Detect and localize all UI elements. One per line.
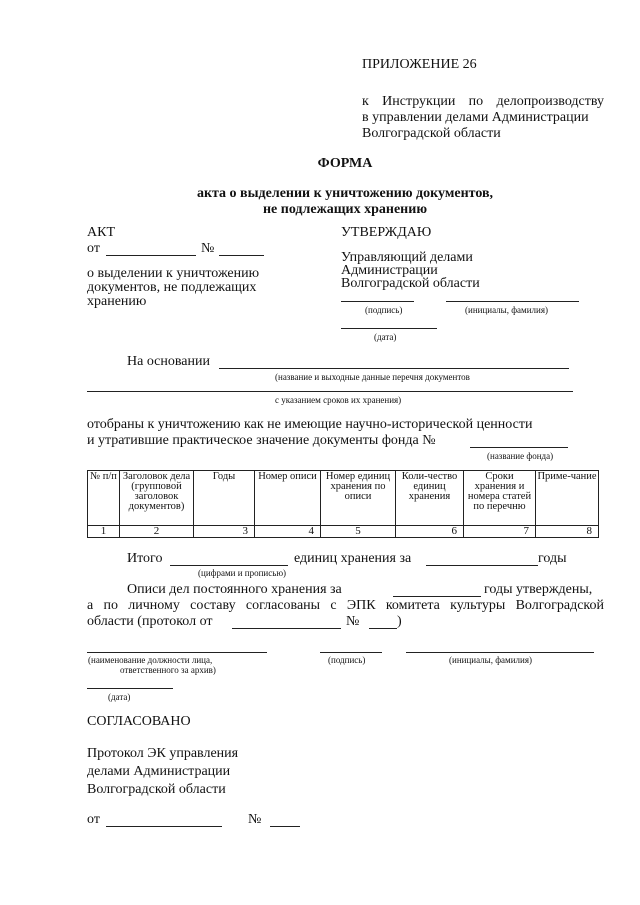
column-number: 8: [536, 526, 599, 538]
total-label: Итого: [127, 551, 163, 566]
total-count-line[interactable]: [170, 565, 288, 566]
act-description-1: о выделении к уничтожению: [87, 266, 260, 281]
appendix-line-2: в управлении делами Администрации: [362, 110, 589, 125]
inventories-line-1b: годы утверждены,: [484, 582, 593, 597]
total-end: годы: [538, 551, 567, 566]
basis-caption-2: с указанием сроков их хранения): [275, 395, 402, 405]
inventories-line-3a: области (протокол от: [87, 614, 213, 629]
column-number: 4: [255, 526, 321, 538]
act-description-2: документов, не подлежащих: [87, 280, 257, 295]
table-header: Приме-чание: [536, 471, 599, 526]
fund-number-line[interactable]: [470, 447, 568, 448]
inventories-years-line[interactable]: [393, 596, 481, 597]
agreed-number-line[interactable]: [270, 826, 300, 827]
name-line[interactable]: [406, 652, 594, 653]
inventories-line-1a: Описи дел постоянного хранения за: [127, 582, 342, 597]
form-title-line-1: акта о выделении к уничтожению документов,: [196, 186, 494, 201]
signature-caption: (подпись): [328, 655, 366, 665]
approve-line-2: Администрации: [341, 263, 438, 278]
table-header: Годы: [194, 471, 255, 526]
name-caption: (инициалы, фамилия): [449, 655, 532, 665]
position-caption-2: ответственного за архив): [120, 665, 216, 675]
protocol-number-line[interactable]: [369, 628, 397, 629]
approve-date-line[interactable]: [341, 328, 437, 329]
act-number-label: №: [201, 241, 215, 256]
table-header: Номер описи: [255, 471, 321, 526]
basis-label: На основании: [127, 354, 210, 369]
approve-signature-caption: (подпись): [365, 305, 403, 315]
total-caption: (цифрами и прописью): [198, 568, 287, 578]
total-middle: единиц хранения за: [294, 551, 412, 566]
table-row: [88, 526, 599, 538]
table-header: Заголовок дела (групповой заголовок документов): [120, 471, 194, 526]
selected-line-1: отобраны к уничтожению как не имеющие научно-исторической ценности: [87, 417, 533, 432]
agreed-line-3: Волгоградской области: [87, 782, 226, 797]
act-description-3: хранению: [87, 294, 147, 309]
act-number-line[interactable]: [219, 255, 264, 256]
appendix-line-3: Волгоградской области: [362, 126, 501, 141]
inventories-line-2: а по личному составу согласованы с ЭПК комитета культуры Волгоградской: [87, 598, 604, 613]
column-number: 2: [120, 526, 194, 538]
basis-caption-1: (название и выходные данные перечня документов: [275, 372, 470, 382]
table-header: Номер единиц хранения по описи: [321, 471, 396, 526]
basis-line-1[interactable]: [219, 368, 569, 369]
agreed-title: СОГЛАСОВАНО: [87, 714, 191, 729]
signature-line[interactable]: [320, 652, 382, 653]
appendix-line-1: к Инструкции по делопроизводству: [362, 94, 604, 109]
signature-date-caption: (дата): [108, 692, 131, 702]
approve-name-caption: (инициалы, фамилия): [465, 305, 548, 315]
approve-line-1: Управляющий делами: [341, 250, 473, 265]
agreed-from-label: от: [87, 812, 100, 827]
column-number: 7: [464, 526, 536, 538]
column-number: 3: [194, 526, 255, 538]
column-number: 5: [321, 526, 396, 538]
approve-title: УТВЕРЖДАЮ: [341, 225, 432, 240]
form-heading: ФОРМА: [317, 156, 373, 171]
appendix-title: ПРИЛОЖЕНИЕ 26: [362, 57, 477, 72]
approve-name-line[interactable]: [446, 301, 579, 302]
column-number: 6: [396, 526, 464, 538]
table-header: № п/п: [88, 471, 120, 526]
approve-signature-line[interactable]: [341, 301, 414, 302]
approve-date-caption: (дата): [374, 332, 397, 342]
total-years-line[interactable]: [426, 565, 538, 566]
column-number: 1: [88, 526, 120, 538]
inventories-closing: ): [397, 614, 402, 629]
agreed-date-line[interactable]: [106, 826, 222, 827]
signature-date-line[interactable]: [87, 688, 173, 689]
basis-line-2[interactable]: [87, 391, 573, 392]
documents-table: [87, 470, 599, 538]
act-from-label: от: [87, 241, 100, 256]
act-title: АКТ: [87, 225, 115, 240]
agreed-line-2: делами Администрации: [87, 764, 231, 779]
form-title-line-2: не подлежащих хранению: [262, 202, 428, 217]
position-line[interactable]: [87, 652, 267, 653]
agreed-line-1: Протокол ЭК управления: [87, 746, 239, 761]
position-caption-1: (наименование должности лица,: [88, 655, 213, 665]
table-header-row: [88, 471, 599, 526]
fund-caption: (название фонда): [487, 451, 554, 461]
table-header: Коли-чество единиц хранения: [396, 471, 464, 526]
selected-line-2: и утратившие практическое значение документы фонда №: [87, 433, 436, 448]
inventories-number-label: №: [346, 614, 360, 629]
agreed-number-label: №: [248, 812, 262, 827]
act-date-line[interactable]: [106, 255, 196, 256]
table-header: Сроки хранения и номера статей по перечню: [464, 471, 536, 526]
protocol-date-line[interactable]: [232, 628, 341, 629]
approve-line-3: Волгоградской области: [341, 276, 480, 291]
